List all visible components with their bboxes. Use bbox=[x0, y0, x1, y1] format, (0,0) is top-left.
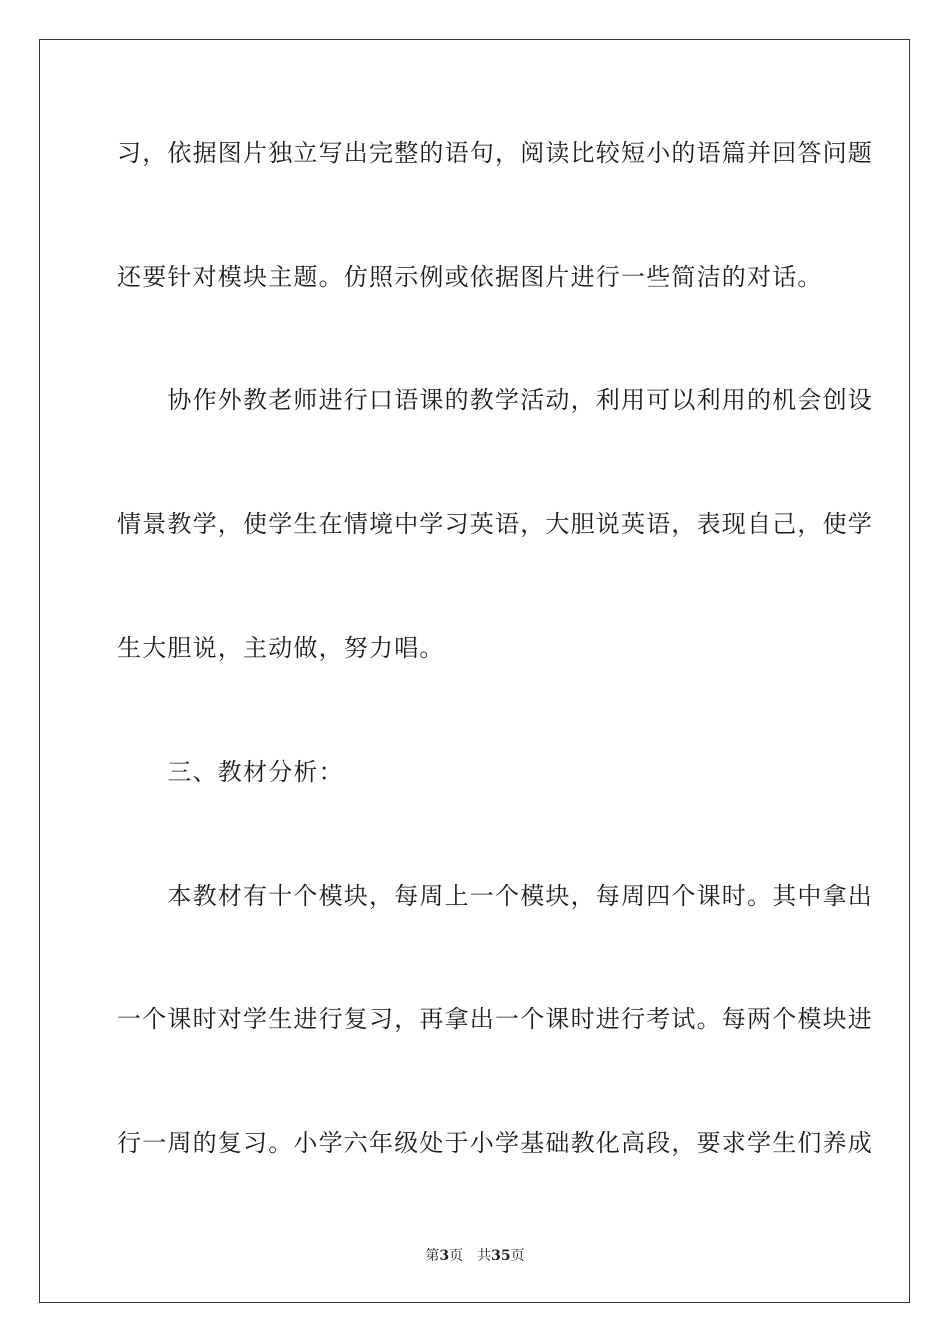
section-heading: 三、教材分析： bbox=[117, 758, 344, 786]
body-text-line: 行一周的复习。小学六年级处于小学基础教化高段，要求学生们养成 bbox=[117, 1129, 873, 1157]
page-suffix: 页 bbox=[449, 1248, 464, 1264]
page-number: 3 bbox=[439, 1248, 450, 1264]
body-text-line: 情景教学，使学生在情境中学习英语，大胆说英语，表现自己，使学 bbox=[117, 510, 873, 538]
body-text-line: 一个课时对学生进行复习，再拿出一个课时进行考试。每两个模块进 bbox=[117, 1005, 873, 1033]
page-prefix: 第 bbox=[425, 1248, 440, 1264]
total-prefix: 共 bbox=[477, 1248, 492, 1264]
page-footer bbox=[0, 1247, 950, 1265]
body-text-line: 协作外教老师进行口语课的教学活动，利用可以利用的机会创设 bbox=[117, 386, 873, 414]
body-text-line: 本教材有十个模块，每周上一个模块，每周四个课时。其中拿出 bbox=[117, 882, 873, 910]
total-suffix: 页 bbox=[510, 1248, 525, 1264]
total-pages: 35 bbox=[491, 1248, 511, 1264]
body-text-line: 习，依据图片独立写出完整的语句，阅读比较短小的语篇并回答问题 bbox=[117, 139, 873, 167]
body-text-line: 还要针对模块主题。仿照示例或依据图片进行一些简洁的对话。 bbox=[117, 263, 823, 291]
body-text-line: 生大胆说，主动做，努力唱。 bbox=[117, 634, 445, 662]
page-border bbox=[39, 39, 910, 1303]
